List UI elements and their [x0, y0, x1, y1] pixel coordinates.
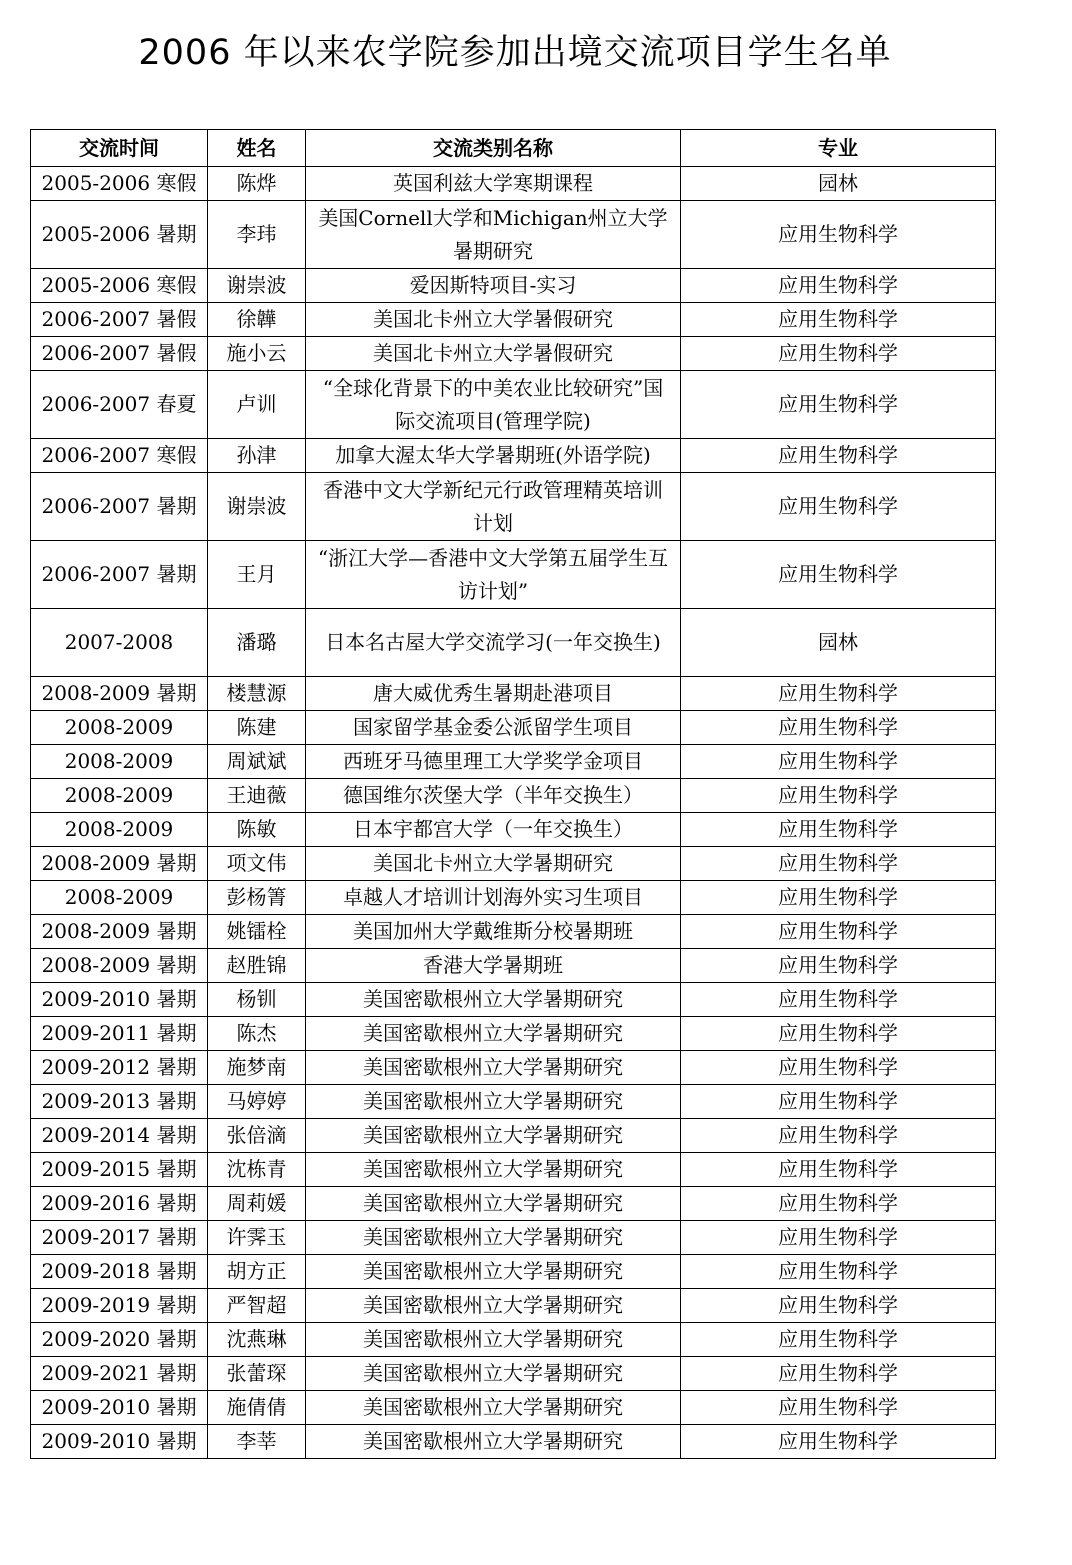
name-cell: 陈敏 — [208, 813, 306, 847]
table-row — [31, 745, 996, 779]
major-cell: 应用生物科学 — [681, 711, 996, 745]
program-cell: 美国密歇根州立大学暑期研究 — [306, 1221, 681, 1255]
major-cell: 应用生物科学 — [681, 1051, 996, 1085]
period-cell: 2005-2006 暑期 — [31, 201, 208, 269]
major-cell: 应用生物科学 — [681, 813, 996, 847]
header-program: 交流类别名称 — [306, 130, 681, 167]
major-cell: 应用生物科学 — [681, 1187, 996, 1221]
name-cell: 王月 — [208, 541, 306, 609]
major-cell: 应用生物科学 — [681, 1153, 996, 1187]
program-cell: 国家留学基金委公派留学生项目 — [306, 711, 681, 745]
program-cell: 日本宇都宫大学（一年交换生） — [306, 813, 681, 847]
table-row — [31, 1323, 996, 1357]
name-cell: 姚镭栓 — [208, 915, 306, 949]
major-cell: 应用生物科学 — [681, 1085, 996, 1119]
period-cell: 2006-2007 暑期 — [31, 473, 208, 541]
name-cell: 项文伟 — [208, 847, 306, 881]
table-row — [31, 881, 996, 915]
table-row — [31, 303, 996, 337]
name-cell: 王迪薇 — [208, 779, 306, 813]
name-cell: 李玮 — [208, 201, 306, 269]
table-row — [31, 371, 996, 439]
name-cell: 孙津 — [208, 439, 306, 473]
major-cell: 应用生物科学 — [681, 1357, 996, 1391]
table-row — [31, 167, 996, 201]
name-cell: 施小云 — [208, 337, 306, 371]
period-cell: 2009-2020 暑期 — [31, 1323, 208, 1357]
header-major: 专业 — [681, 130, 996, 167]
name-cell: 谢崇波 — [208, 473, 306, 541]
period-cell: 2006-2007 寒假 — [31, 439, 208, 473]
table-row — [31, 779, 996, 813]
name-cell: 陈建 — [208, 711, 306, 745]
program-cell: 加拿大渥太华大学暑期班(外语学院) — [306, 439, 681, 473]
table-row — [31, 1017, 996, 1051]
program-cell: 英国利兹大学寒期课程 — [306, 167, 681, 201]
program-cell: 美国密歇根州立大学暑期研究 — [306, 1289, 681, 1323]
name-cell: 沈燕琳 — [208, 1323, 306, 1357]
period-cell: 2005-2006 寒假 — [31, 269, 208, 303]
period-cell: 2008-2009 — [31, 711, 208, 745]
major-cell: 应用生物科学 — [681, 881, 996, 915]
program-cell: 美国密歇根州立大学暑期研究 — [306, 1187, 681, 1221]
major-cell: 应用生物科学 — [681, 779, 996, 813]
program-cell: 唐大威优秀生暑期赴港项目 — [306, 677, 681, 711]
name-cell: 胡方正 — [208, 1255, 306, 1289]
program-cell: 美国密歇根州立大学暑期研究 — [306, 1017, 681, 1051]
program-cell: 西班牙马德里理工大学奖学金项目 — [306, 745, 681, 779]
major-cell: 应用生物科学 — [681, 915, 996, 949]
period-cell: 2008-2009 暑期 — [31, 915, 208, 949]
program-cell: 美国Cornell大学和Michigan州立大学暑期研究 — [306, 201, 681, 269]
table-body — [31, 167, 996, 1459]
name-cell: 张倍滴 — [208, 1119, 306, 1153]
name-cell: 陈杰 — [208, 1017, 306, 1051]
major-cell: 应用生物科学 — [681, 1425, 996, 1459]
table-row — [31, 847, 996, 881]
table-row — [31, 813, 996, 847]
period-cell: 2007-2008 — [31, 609, 208, 677]
name-cell: 谢崇波 — [208, 269, 306, 303]
table-row — [31, 1153, 996, 1187]
major-cell: 应用生物科学 — [681, 983, 996, 1017]
table-row — [31, 609, 996, 677]
period-cell: 2008-2009 — [31, 881, 208, 915]
program-cell: 美国密歇根州立大学暑期研究 — [306, 1255, 681, 1289]
table-row — [31, 473, 996, 541]
table-row — [31, 1255, 996, 1289]
period-cell: 2009-2017 暑期 — [31, 1221, 208, 1255]
period-cell: 2009-2011 暑期 — [31, 1017, 208, 1051]
table-header-row — [31, 130, 996, 167]
name-cell: 沈栋青 — [208, 1153, 306, 1187]
student-exchange-table — [30, 129, 996, 1459]
period-cell: 2008-2009 暑期 — [31, 847, 208, 881]
table-row — [31, 1085, 996, 1119]
period-cell: 2008-2009 暑期 — [31, 677, 208, 711]
period-cell: 2006-2007 暑期 — [31, 541, 208, 609]
period-cell: 2005-2006 寒假 — [31, 167, 208, 201]
major-cell: 应用生物科学 — [681, 541, 996, 609]
table-row — [31, 269, 996, 303]
major-cell: 应用生物科学 — [681, 1017, 996, 1051]
table-row — [31, 949, 996, 983]
period-cell: 2006-2007 春夏 — [31, 371, 208, 439]
table-row — [31, 201, 996, 269]
name-cell: 赵胜锦 — [208, 949, 306, 983]
program-cell: “全球化背景下的中美农业比较研究”国际交流项目(管理学院) — [306, 371, 681, 439]
period-cell: 2006-2007 暑假 — [31, 303, 208, 337]
period-cell: 2009-2018 暑期 — [31, 1255, 208, 1289]
program-cell: 美国加州大学戴维斯分校暑期班 — [306, 915, 681, 949]
table-row — [31, 1119, 996, 1153]
program-cell: 美国密歇根州立大学暑期研究 — [306, 1119, 681, 1153]
name-cell: 徐韡 — [208, 303, 306, 337]
table-row — [31, 1391, 996, 1425]
major-cell: 应用生物科学 — [681, 949, 996, 983]
name-cell: 杨钏 — [208, 983, 306, 1017]
major-cell: 应用生物科学 — [681, 1255, 996, 1289]
table-row — [31, 677, 996, 711]
document-title: 2006 年以来农学院参加出境交流项目学生名单 — [138, 33, 892, 73]
table-row — [31, 439, 996, 473]
program-cell: 美国密歇根州立大学暑期研究 — [306, 1391, 681, 1425]
major-cell: 应用生物科学 — [681, 1289, 996, 1323]
program-cell: 卓越人才培训计划海外实习生项目 — [306, 881, 681, 915]
major-cell: 园林 — [681, 609, 996, 677]
name-cell: 周斌斌 — [208, 745, 306, 779]
name-cell: 李莘 — [208, 1425, 306, 1459]
name-cell: 楼慧源 — [208, 677, 306, 711]
table-row — [31, 1221, 996, 1255]
period-cell: 2008-2009 — [31, 779, 208, 813]
program-cell: 香港中文大学新纪元行政管理精英培训计划 — [306, 473, 681, 541]
table-row — [31, 711, 996, 745]
program-cell: 美国密歇根州立大学暑期研究 — [306, 1425, 681, 1459]
major-cell: 应用生物科学 — [681, 677, 996, 711]
name-cell: 张蕾琛 — [208, 1357, 306, 1391]
period-cell: 2009-2019 暑期 — [31, 1289, 208, 1323]
table-row — [31, 1051, 996, 1085]
name-cell: 卢训 — [208, 371, 306, 439]
name-cell: 潘璐 — [208, 609, 306, 677]
period-cell: 2009-2012 暑期 — [31, 1051, 208, 1085]
period-cell: 2009-2010 暑期 — [31, 1425, 208, 1459]
table-row — [31, 983, 996, 1017]
name-cell: 严智超 — [208, 1289, 306, 1323]
major-cell: 应用生物科学 — [681, 1221, 996, 1255]
program-cell: 美国北卡州立大学暑假研究 — [306, 337, 681, 371]
major-cell: 应用生物科学 — [681, 1323, 996, 1357]
major-cell: 应用生物科学 — [681, 201, 996, 269]
period-cell: 2009-2016 暑期 — [31, 1187, 208, 1221]
period-cell: 2009-2021 暑期 — [31, 1357, 208, 1391]
period-cell: 2009-2015 暑期 — [31, 1153, 208, 1187]
period-cell: 2009-2013 暑期 — [31, 1085, 208, 1119]
name-cell: 彭杨箐 — [208, 881, 306, 915]
period-cell: 2008-2009 — [31, 813, 208, 847]
period-cell: 2009-2010 暑期 — [31, 1391, 208, 1425]
major-cell: 应用生物科学 — [681, 269, 996, 303]
major-cell: 应用生物科学 — [681, 473, 996, 541]
major-cell: 园林 — [681, 167, 996, 201]
table-row — [31, 1357, 996, 1391]
name-cell: 陈烨 — [208, 167, 306, 201]
program-cell: 香港大学暑期班 — [306, 949, 681, 983]
program-cell: 美国密歇根州立大学暑期研究 — [306, 1085, 681, 1119]
program-cell: “浙江大学—香港中文大学第五届学生互访计划” — [306, 541, 681, 609]
program-cell: 爱因斯特项目-实习 — [306, 269, 681, 303]
major-cell: 应用生物科学 — [681, 1391, 996, 1425]
program-cell: 美国密歇根州立大学暑期研究 — [306, 1051, 681, 1085]
program-cell: 美国密歇根州立大学暑期研究 — [306, 1323, 681, 1357]
program-cell: 美国北卡州立大学暑假研究 — [306, 303, 681, 337]
major-cell: 应用生物科学 — [681, 745, 996, 779]
program-cell: 美国北卡州立大学暑期研究 — [306, 847, 681, 881]
major-cell: 应用生物科学 — [681, 337, 996, 371]
program-cell: 美国密歇根州立大学暑期研究 — [306, 983, 681, 1017]
program-cell: 日本名古屋大学交流学习(一年交换生) — [306, 609, 681, 677]
major-cell: 应用生物科学 — [681, 439, 996, 473]
name-cell: 马婷婷 — [208, 1085, 306, 1119]
period-cell: 2006-2007 暑假 — [31, 337, 208, 371]
program-cell: 美国密歇根州立大学暑期研究 — [306, 1357, 681, 1391]
table-row — [31, 337, 996, 371]
header-period: 交流时间 — [31, 130, 208, 167]
period-cell: 2009-2010 暑期 — [31, 983, 208, 1017]
table-row — [31, 1187, 996, 1221]
table-row — [31, 1289, 996, 1323]
name-cell: 施梦南 — [208, 1051, 306, 1085]
period-cell: 2008-2009 暑期 — [31, 949, 208, 983]
program-cell: 德国维尔茨堡大学（半年交换生） — [306, 779, 681, 813]
table-row — [31, 1425, 996, 1459]
major-cell: 应用生物科学 — [681, 371, 996, 439]
major-cell: 应用生物科学 — [681, 303, 996, 337]
period-cell: 2009-2014 暑期 — [31, 1119, 208, 1153]
name-cell: 施倩倩 — [208, 1391, 306, 1425]
major-cell: 应用生物科学 — [681, 847, 996, 881]
table-row — [31, 541, 996, 609]
period-cell: 2008-2009 — [31, 745, 208, 779]
header-name: 姓名 — [208, 130, 306, 167]
name-cell: 周莉媛 — [208, 1187, 306, 1221]
major-cell: 应用生物科学 — [681, 1119, 996, 1153]
table-row — [31, 915, 996, 949]
name-cell: 许霁玉 — [208, 1221, 306, 1255]
program-cell: 美国密歇根州立大学暑期研究 — [306, 1153, 681, 1187]
